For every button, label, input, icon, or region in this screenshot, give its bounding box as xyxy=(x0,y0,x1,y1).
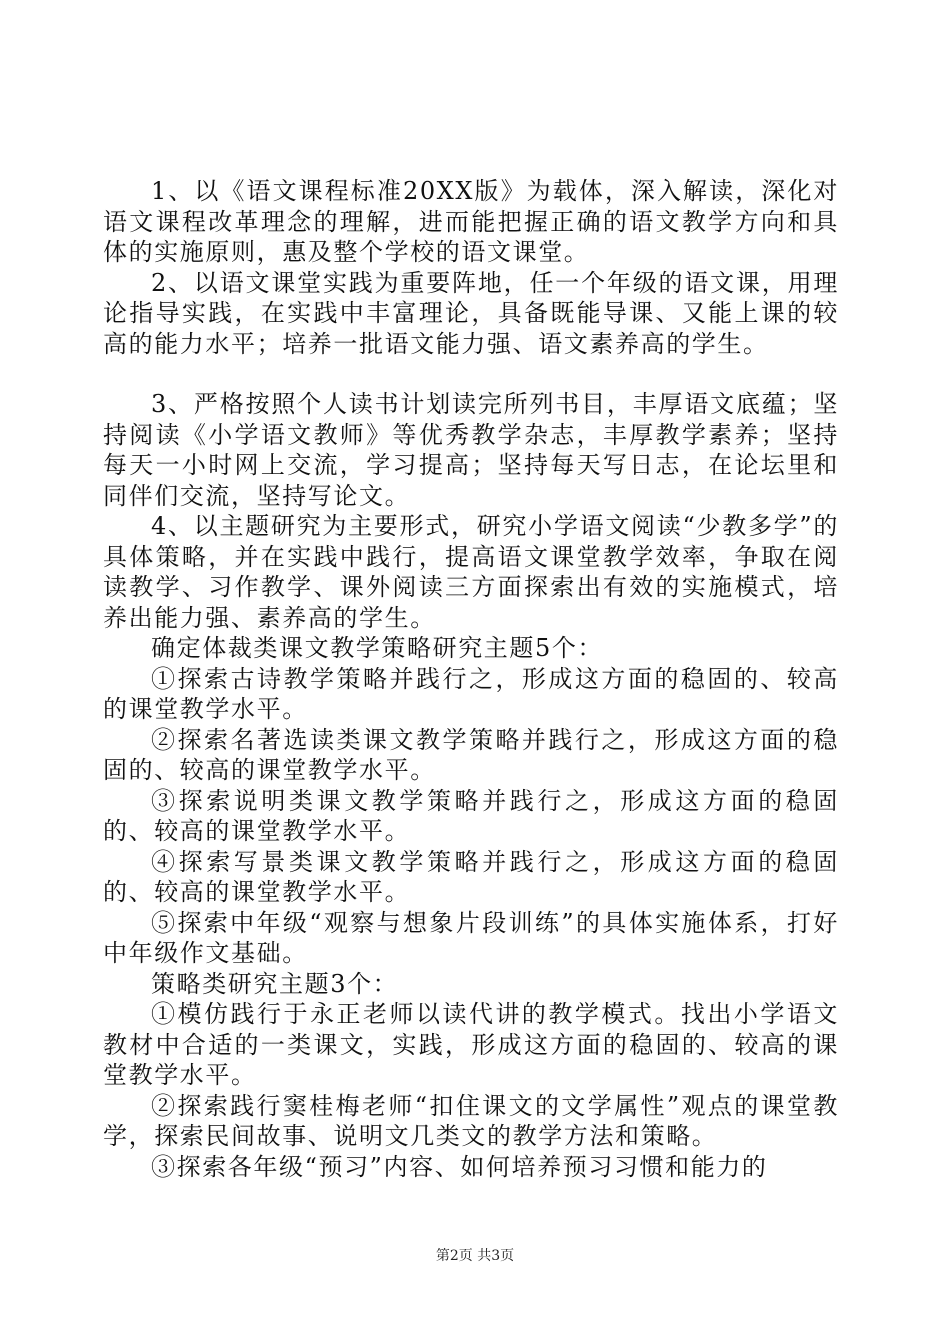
genre-topic-5: ⑤探索中年级“观察与想象片段训练”的具体实施体系，打好中年级作文基础。 xyxy=(103,908,839,967)
genre-topic-3: ③探索说明类课文教学策略并践行之，形成这方面的稳固的、较高的课堂教学水平。 xyxy=(103,786,839,845)
genre-topic-4: ④探索写景类课文教学策略并践行之，形成这方面的稳固的、较高的课堂教学水平。 xyxy=(103,847,839,906)
strategy-topics-heading: 策略类研究主题3个： xyxy=(151,969,399,998)
paragraph-goal-4: 4、以主题研究为主要形式，研究小学语文阅读“少教多学”的具体策略，并在实践中践行，提高语文课堂教学效率，争取在阅读教学、习作教学、课外阅读三方面探索出有效的实施模式，培养出能力强、素养高的学生。 xyxy=(103,512,839,632)
paragraph-goal-3: 3、严格按照个人读书计划读完所列书目，丰厚语文底蕴；坚持阅读《小学语文教师》等优秀教学杂志，丰厚教学素养；坚持每天一小时网上交流，学习提高；坚持每天写日志，在论坛里和同伴们交流，坚持写论文。 xyxy=(103,390,839,510)
paragraph-goal-2: 2、以语文课堂实践为重要阵地，任一个年级的语文课，用理论指导实践，在实践中丰富理论，具备既能导课、又能上课的较高的能力水平；培养一批语文能力强、语文素养高的学生。 xyxy=(103,268,839,358)
genre-topic-1: ①探索古诗教学策略并践行之，形成这方面的稳固的、较高的课堂教学水平。 xyxy=(103,664,839,723)
strategy-topic-1: ①模仿践行于永正老师以读代讲的教学模式。找出小学语文教材中合适的一类课文，实践，形成这方面的稳固的、较高的课堂教学水平。 xyxy=(103,1000,839,1089)
paragraph-goal-1: 1、以《语文课程标准20XX版》为载体，深入解读，深化对语文课程改革理念的理解，进而能把握正确的语文教学方向和具体的实施原则，惠及整个学校的语文课堂。 xyxy=(103,177,839,266)
genre-topics-heading: 确定体裁类课文教学策略研究主题5个： xyxy=(151,634,604,662)
strategy-topic-2: ②探索践行窦桂梅老师“扣住课文的文学属性”观点的课堂教学，探索民间故事、说明文几类文的教学方法和策略。 xyxy=(103,1091,839,1150)
genre-topic-2: ②探索名著选读类课文教学策略并践行之，形成这方面的稳固的、较高的课堂教学水平。 xyxy=(103,725,839,784)
document-body xyxy=(103,176,839,1182)
strategy-topic-3: ③探索各年级“预习”内容、如何培养预习习惯和能力的 xyxy=(151,1152,768,1181)
page-number-footer: 第2页 共3页 xyxy=(435,1248,515,1264)
